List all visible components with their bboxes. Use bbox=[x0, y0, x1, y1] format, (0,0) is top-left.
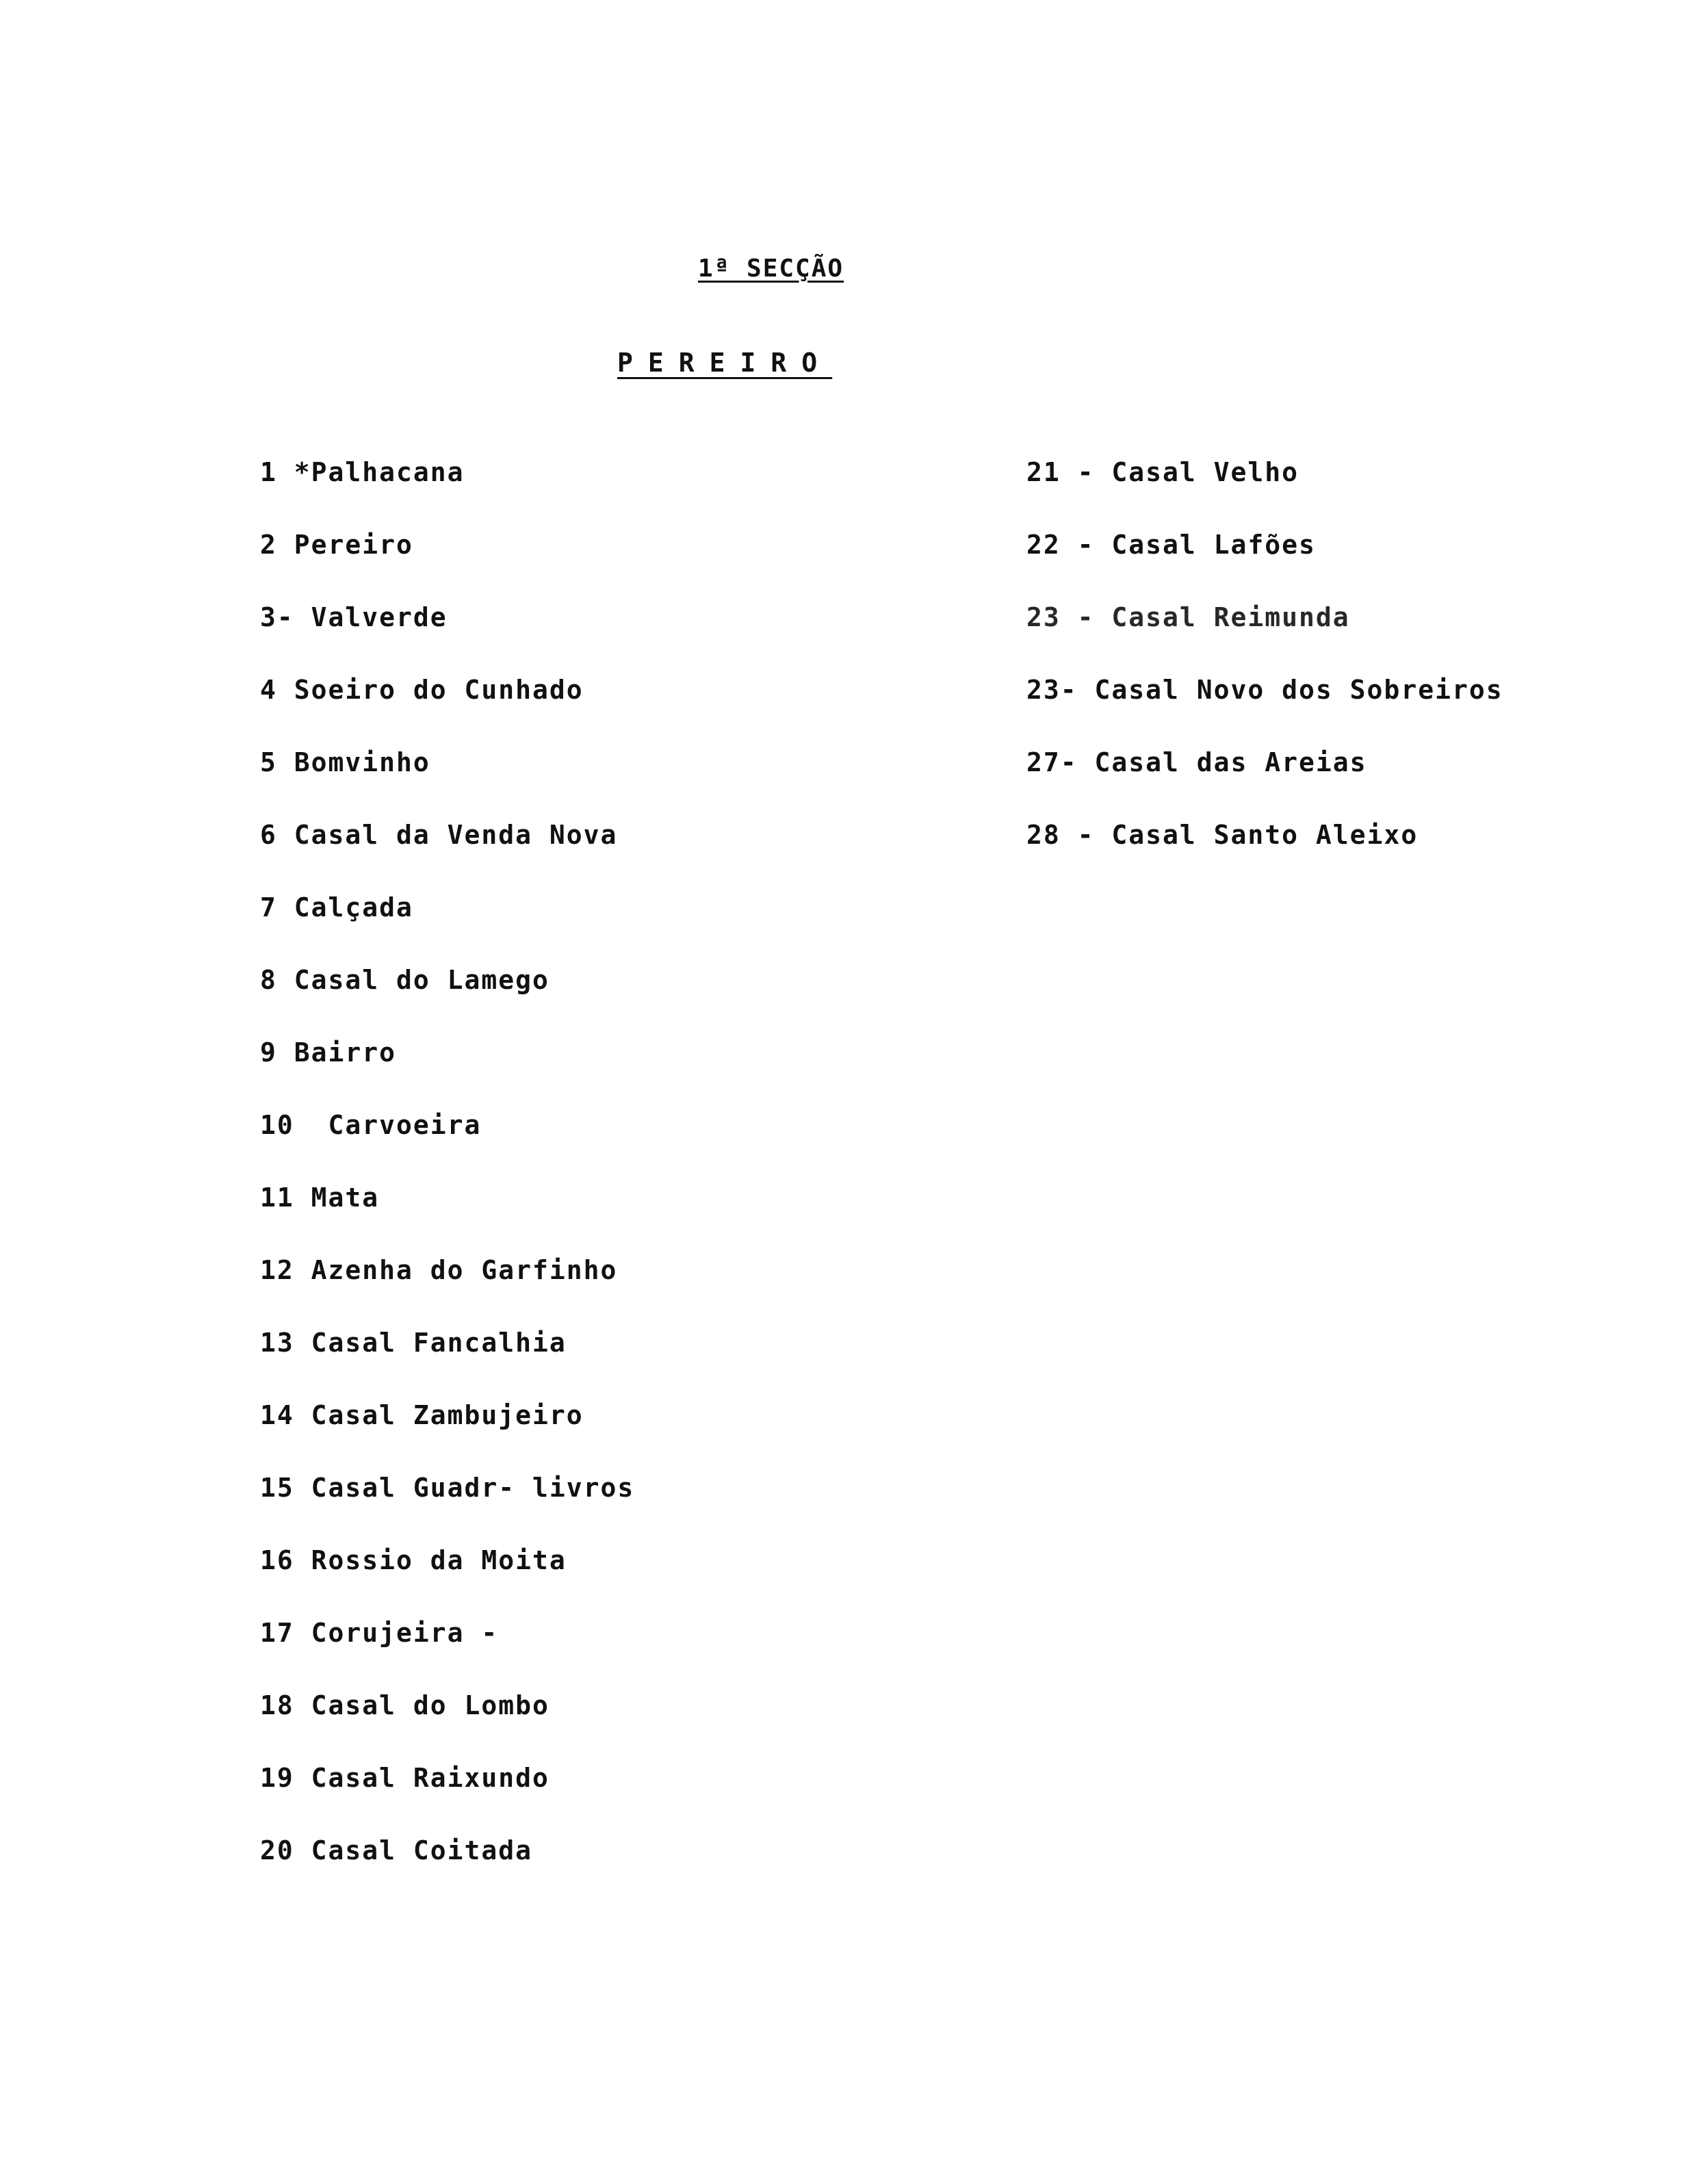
list-item: 19 Casal Raixundo bbox=[260, 1763, 549, 1793]
list-item: 23- Casal Novo dos Sobreiros bbox=[1026, 675, 1503, 705]
list-item: 11 Mata bbox=[260, 1183, 380, 1213]
list-item: 8 Casal do Lamego bbox=[260, 965, 549, 995]
list-item: 18 Casal do Lombo bbox=[260, 1690, 549, 1720]
list-item: 2 Pereiro bbox=[260, 530, 413, 560]
list-item: 1 *Palhacana bbox=[260, 457, 465, 487]
list-item: 28 - Casal Santo Aleixo bbox=[1026, 820, 1419, 850]
list-item: 12 Azenha do Garfinho bbox=[260, 1255, 618, 1285]
place-heading: PEREIRO bbox=[617, 348, 833, 378]
list-item: 13 Casal Fancalhia bbox=[260, 1328, 567, 1358]
list-item: 20 Casal Coitada bbox=[260, 1835, 533, 1865]
list-item: 9 Bairro bbox=[260, 1037, 397, 1068]
list-item: 7 Calçada bbox=[260, 892, 413, 922]
list-item: 10 Carvoeira bbox=[260, 1110, 482, 1140]
list-item: 15 Casal Guadr- livros bbox=[260, 1473, 635, 1503]
list-item: 6 Casal da Venda Nova bbox=[260, 820, 618, 850]
list-item: 17 Corujeira - bbox=[260, 1618, 499, 1648]
list-item: 22 - Casal Lafões bbox=[1026, 530, 1316, 560]
list-item: 14 Casal Zambujeiro bbox=[260, 1400, 584, 1430]
list-item: 16 Rossio da Moita bbox=[260, 1545, 567, 1575]
list-item: 21 - Casal Velho bbox=[1026, 457, 1299, 487]
list-item-overstruck: 23 - Casal Reimunda bbox=[1026, 602, 1350, 632]
locality-list-left bbox=[260, 456, 634, 1907]
section-heading: 1ª SECÇÃO bbox=[698, 255, 844, 283]
list-item: 3- Valverde bbox=[260, 602, 448, 632]
list-item: 4 Soeiro do Cunhado bbox=[260, 675, 584, 705]
locality-list-right bbox=[1026, 456, 1503, 891]
list-item: 5 Bomvinho bbox=[260, 747, 430, 777]
list-item: 27- Casal das Areias bbox=[1026, 747, 1367, 777]
